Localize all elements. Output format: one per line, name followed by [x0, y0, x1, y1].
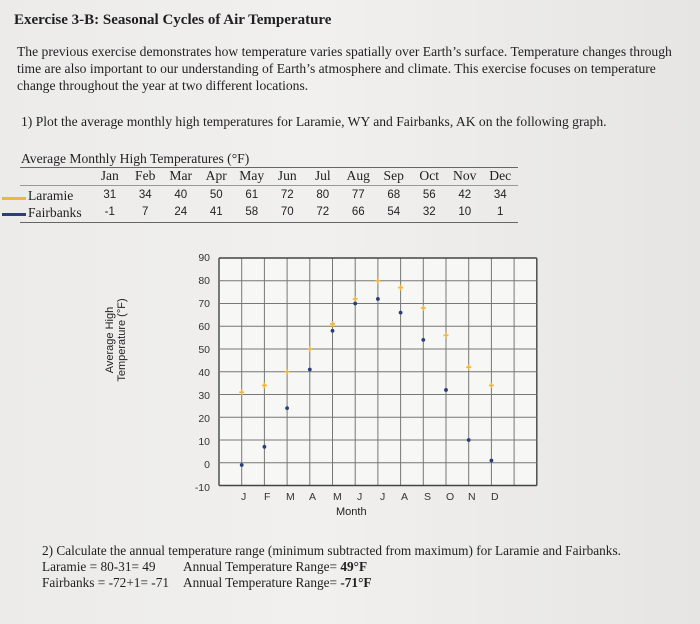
- question-1: 1) Plot the average monthly high temperatures for Laramie, WY and Fairbanks, AK on the following graph.: [21, 114, 607, 129]
- month-header: Aug: [346, 168, 370, 183]
- table-cell: -1: [104, 206, 115, 218]
- y-tick-label: 70: [198, 298, 210, 310]
- y-tick-label: -10: [194, 482, 210, 494]
- x-axis-label: Month: [336, 506, 367, 518]
- month-header: Nov: [453, 168, 477, 183]
- x-tick-label: D: [491, 491, 499, 503]
- fairbanks-data-point: [467, 438, 471, 442]
- table-cell: 56: [422, 189, 436, 201]
- fairbanks-data-point: [376, 297, 380, 301]
- table-cell: 34: [493, 189, 507, 201]
- fairbanks-data-point: [331, 329, 335, 333]
- fairbanks-data-point: [399, 311, 403, 315]
- table-cell: 66: [351, 206, 365, 218]
- table-cell: 1: [497, 206, 504, 218]
- fairbanks-data-point: [444, 388, 448, 392]
- table-cell: 7: [142, 206, 149, 218]
- fairbanks-range-text: Annual Temperature Range=: [183, 575, 338, 590]
- exercise-title: Exercise 3-B: Seasonal Cycles of Air Temperature: [14, 12, 332, 28]
- table-cell: 54: [387, 206, 401, 218]
- fairbanks-data-point: [240, 463, 244, 467]
- y-tick-label: 90: [198, 252, 210, 264]
- table-cell: 61: [245, 189, 259, 201]
- fairbanks-range-label: [183, 575, 372, 591]
- month-header: Jul: [314, 168, 331, 183]
- y-tick-label: 40: [198, 367, 210, 379]
- fairbanks-row-label: Fairbanks: [28, 205, 82, 220]
- table-cell: 50: [209, 189, 223, 201]
- fairbanks-data-point: [353, 302, 357, 306]
- laramie-calculation: Laramie = 80-31= 49: [42, 559, 156, 574]
- x-tick-label: J: [241, 491, 247, 503]
- month-header: Apr: [205, 168, 227, 183]
- month-header: Feb: [135, 168, 156, 183]
- fairbanks-data-point: [490, 459, 494, 463]
- month-header: May: [239, 168, 265, 183]
- y-tick-label: 30: [198, 390, 210, 402]
- y-tick-label: 50: [198, 344, 210, 356]
- table-cell: 77: [351, 189, 365, 201]
- y-tick-label: 0: [204, 459, 210, 471]
- table-cell: 80: [316, 189, 330, 201]
- month-header: Mar: [169, 168, 193, 183]
- x-tick-label: S: [424, 491, 432, 503]
- table-cell: 70: [280, 206, 294, 218]
- y-axis-label-line2: Temperature (°F): [116, 298, 128, 382]
- table-cell: 42: [458, 189, 472, 201]
- x-tick-label: O: [446, 491, 455, 503]
- y-tick-label: 20: [198, 413, 210, 425]
- table-cell: 24: [174, 206, 188, 218]
- laramie-range-value: 49°F: [340, 559, 368, 574]
- x-tick-label: J: [357, 491, 363, 503]
- x-tick-label: A: [309, 491, 317, 503]
- x-tick-label: M: [333, 491, 342, 503]
- fairbanks-data-point: [308, 368, 312, 372]
- table-cell: 72: [316, 206, 330, 218]
- month-header: Dec: [489, 168, 512, 183]
- laramie-range-label: [183, 559, 367, 575]
- fairbanks-data-point: [421, 338, 425, 342]
- table-title: Average Monthly High Temperatures (°F): [21, 151, 250, 166]
- y-tick-label: 60: [198, 321, 210, 333]
- table-cell: 72: [280, 189, 294, 201]
- x-tick-label: J: [380, 491, 386, 503]
- x-tick-label: N: [468, 491, 476, 503]
- table-cell: 68: [387, 189, 401, 201]
- table-cell: 58: [245, 206, 259, 218]
- month-header: Sep: [383, 168, 404, 183]
- month-header: Jun: [277, 168, 297, 183]
- fairbanks-data-point: [285, 406, 289, 410]
- intro-paragraph: The previous exercise demonstrates how temperature varies spatially over Earth’s surface. Temperature changes through time are also important to our understanding of Earth’s atmosphere and climate. This exercise focuses on temperature change throughout the year at two different locations.: [17, 44, 672, 93]
- question-2: 2) Calculate the annual temperature range (minimum subtracted from maximum) for Laramie and Fairbanks.: [42, 543, 621, 558]
- month-header: Jan: [100, 168, 119, 183]
- laramie-row-label: Laramie: [28, 188, 74, 203]
- y-tick-label: 10: [198, 436, 210, 448]
- x-tick-label: F: [264, 491, 271, 503]
- table-cell: 31: [103, 189, 117, 201]
- y-axis-label-line1: Average High: [104, 306, 116, 374]
- x-tick-label: M: [286, 491, 295, 503]
- y-tick-label: 80: [198, 275, 210, 287]
- fairbanks-calculation: Fairbanks = -72+1= -71: [42, 575, 170, 590]
- table-cell: 32: [422, 206, 436, 218]
- table-cell: 40: [174, 189, 188, 201]
- x-tick-label: A: [401, 491, 409, 503]
- table-cell: 10: [458, 206, 472, 218]
- month-header: Oct: [419, 168, 440, 183]
- table-cell: 41: [209, 206, 223, 218]
- laramie-range-text: Annual Temperature Range=: [183, 559, 338, 574]
- table-cell: 34: [138, 189, 152, 201]
- fairbanks-data-point: [263, 445, 267, 449]
- fairbanks-range-value: -71°F: [340, 575, 372, 590]
